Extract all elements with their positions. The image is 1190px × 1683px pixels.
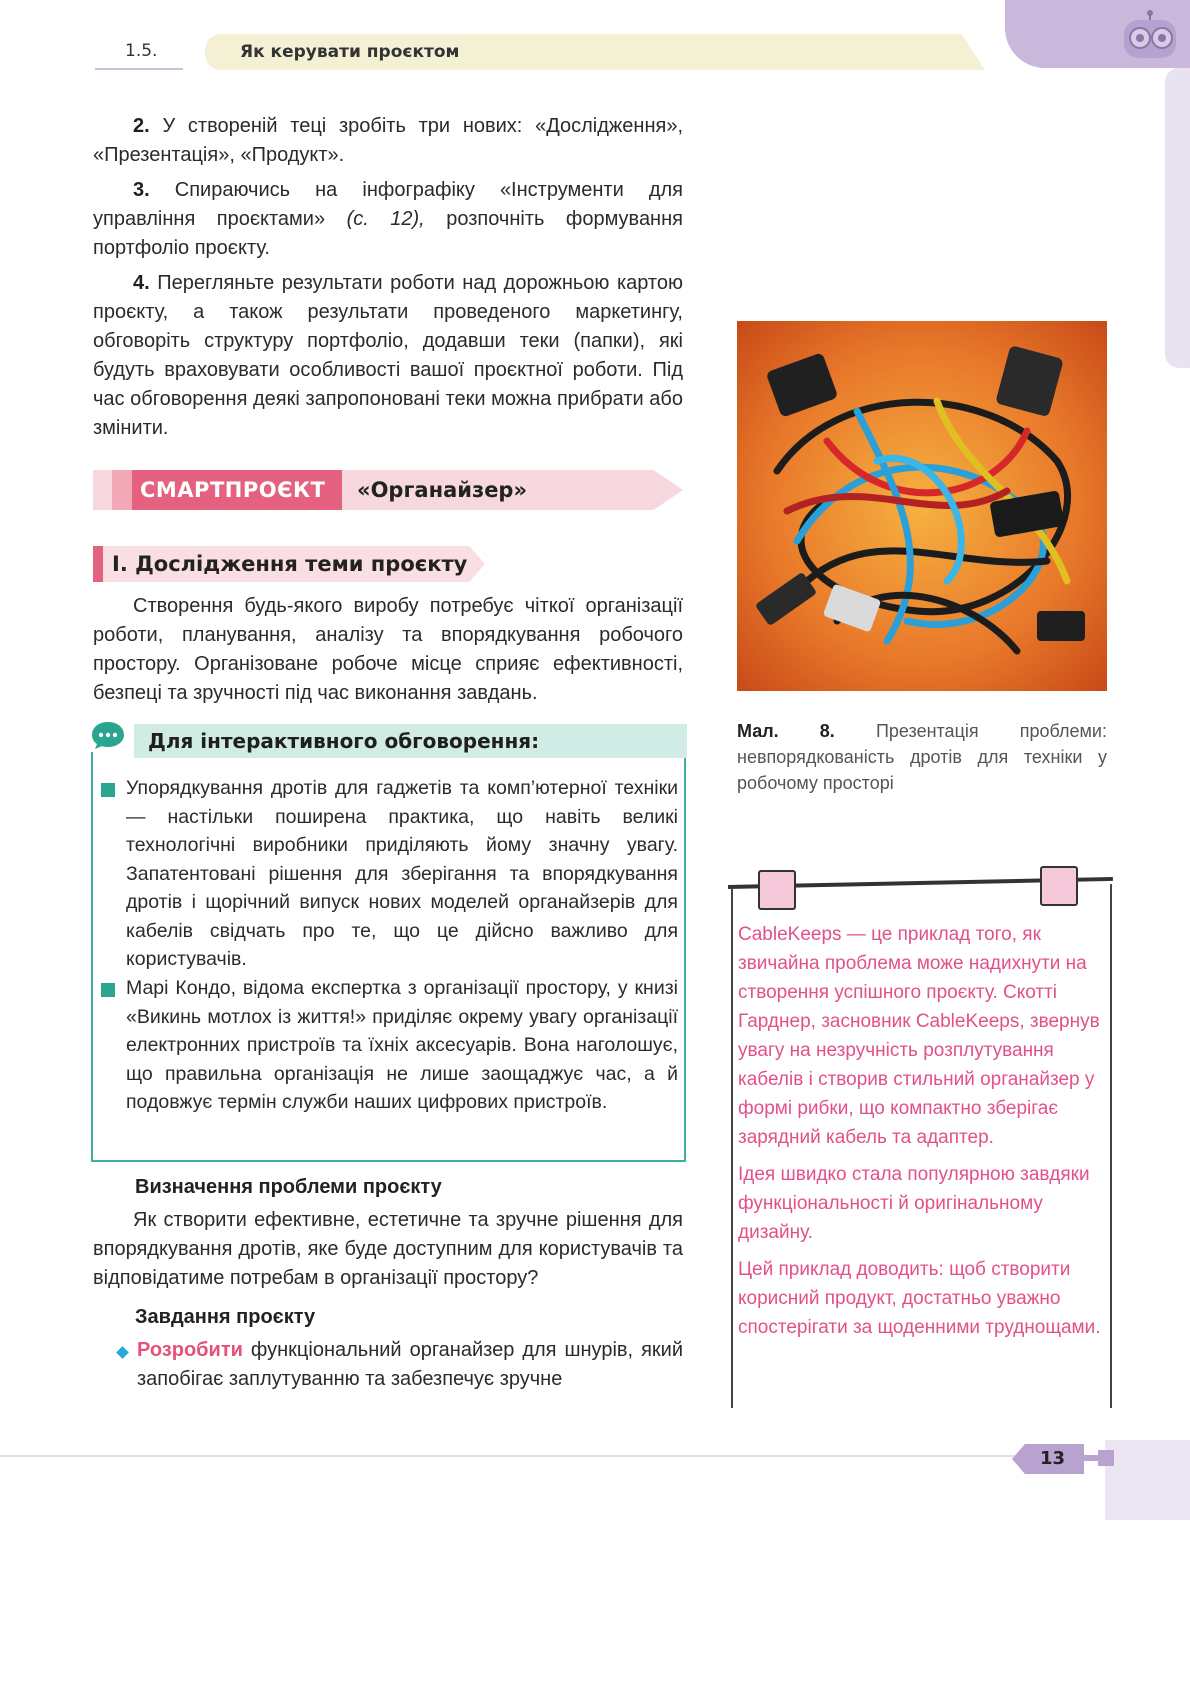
section-number: 1.5. — [95, 36, 183, 70]
note-left-edge — [731, 888, 733, 1408]
intro-steps — [93, 112, 683, 443]
speech-bubble-icon — [90, 720, 126, 750]
discussion-item — [126, 774, 678, 974]
discussion-bullet — [101, 983, 115, 997]
smart-project-stripe — [112, 470, 132, 510]
research-heading-mark — [93, 546, 103, 582]
discussion-bullet — [101, 783, 115, 797]
note-paragraph: CableKeeps — це приклад того, як звичайна проблема може надихнути на створення успішного проєкту. Скотті Гарднер, засновник CableKeeps, звернув увагу на незручність розплутування кабелів і створив стильний органайзер у формі рибки, що компактно зберігає зарядний кабель та адаптер. — [738, 924, 1100, 1148]
note-text — [738, 920, 1113, 1350]
discussion-title: Для інтерактивного обговорення: — [148, 729, 540, 753]
task-item: Розробити функціональний органайзер для шнурів, який запобігає заплутуванню та забезпечує зручне — [137, 1339, 683, 1390]
section-title: Як керувати проєктом — [240, 42, 460, 62]
note-clip-left — [758, 870, 796, 910]
smart-project-title: «Органайзер» — [357, 478, 528, 502]
discussion-item — [126, 974, 678, 1117]
step-3: 3. Спираючись на інфографіку «Інструменти для управління проєктами» (с. 12), розпочніть формування портфоліо проєкту. — [93, 179, 683, 259]
page-tab-square — [1098, 1450, 1114, 1466]
tasks-heading: Завдання проєкту — [135, 1306, 316, 1328]
note-paragraph: Ідея швидко стала популярною завдяки функціональності й оригінальному дизайну. — [738, 1164, 1090, 1243]
step-4: 4. Перегляньте результати роботи над дорожньою картою проєкту, а також результати проведеного маркетингу, обговоріть структуру портфоліо, додавши теки (папки), які будуть враховувати особливості вашої проєктної роботи. Під час обговорення деякі запропоновані теки можна прибрати або змінити. — [93, 272, 683, 439]
side-strip — [1165, 68, 1190, 368]
footer-corner — [1105, 1440, 1190, 1520]
smart-project-label: СМАРТПРОЄКТ — [140, 478, 326, 502]
robot-mascot-icon — [1120, 10, 1180, 62]
note-clip-right — [1040, 866, 1078, 906]
tangled-cables-photo — [737, 321, 1107, 691]
task-bullet — [116, 1346, 129, 1359]
problem-heading: Визначення проблеми проєкту — [135, 1176, 442, 1198]
note-paragraph: Цей приклад доводить: щоб створити корисний продукт, достатньо уважно спостерігати за щоденними труднощами. — [738, 1259, 1101, 1338]
footer-line — [0, 1455, 1100, 1457]
research-text: Створення будь-якого виробу потребує чіткої організації роботи, планування, аналізу та впорядкування робочого простору. Організоване робоче місце сприяє ефективності, безпеці та зручності під час виконання завдань. — [93, 595, 683, 704]
discussion-item-text: Упорядкування дротів для гаджетів та комп’ютерної техніки — настільки поширена практика, що навіть великі технологічні виробники приділяють йому значну увагу. Запатентовані рішення для зберігання та впорядкування дротів і щорічний випуск нових моделей органайзерів для кабелів свідчать про те, що це дійсно важливо для користувачів. — [126, 777, 678, 970]
research-heading: І. Дослідження теми проєкту — [112, 552, 468, 576]
figure-caption: Мал. 8. Презентація проблеми: невпорядкованість дротів для техніки у робочому просторі — [737, 721, 1107, 793]
discussion-item-text: Марі Кондо, відома експертка з організації простору, у книзі «Викинь мотлох із життя!» приділяє окрему увагу організації електронних пристроїв та їхніх аксесуарів. Вона наголошує, що правильна організація не лише заощаджує час, а й подовжує термін служби наших цифрових пристроїв. — [126, 977, 678, 1113]
step-2: 2. У створеній теці зробіть три нових: «Дослідження», «Презентація», «Продукт». — [93, 115, 683, 166]
problem-text: Як створити ефективне, естетичне та зручне рішення для впорядкування дротів, яке буде доступним для користувачів та відповідатиме потребам в організації простору? — [93, 1209, 683, 1289]
page-number: 13 — [1040, 1448, 1066, 1469]
